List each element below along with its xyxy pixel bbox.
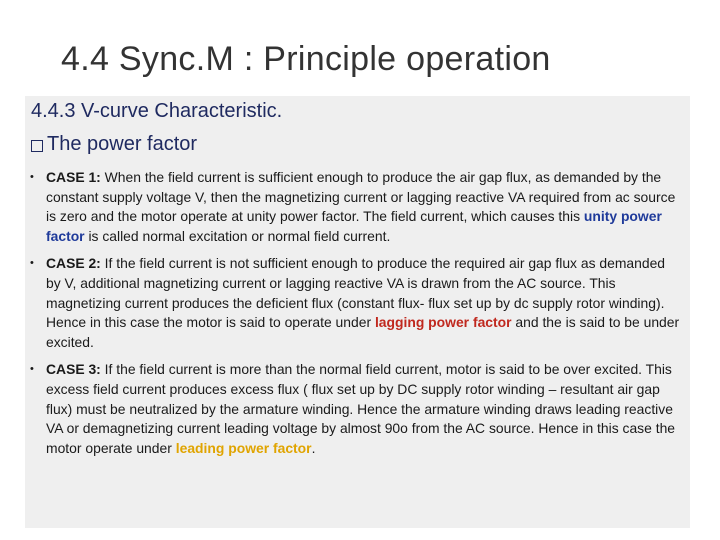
bullet-icon: • bbox=[30, 257, 34, 270]
case-text-after: . bbox=[311, 439, 316, 456]
case-text-before: If the field current is not sufficient enough to produce the required air gap flux as demanded by V, additional magnetizing current or lagging reactive VA is drawn from the AC source. This magnetizing current produces the deficient flux (constant flux- flux set up by dc supply rotor winding). Hence in this case the motor is said to operate under bbox=[46, 255, 666, 331]
case-text-before: When the field current is sufficient enough to produce the air gap flux, as demanded by the constant supply voltage V, then the magnetizing current or lagging reactive VA required from ac source is zero and the motor operate at unity power factor. The field current, which causes this bbox=[46, 169, 676, 225]
bullet-icon: • bbox=[30, 363, 34, 376]
leading-power-factor-highlight: leading power factor bbox=[175, 439, 312, 456]
unity-power-factor-highlight: unity power factor bbox=[46, 208, 662, 244]
case-item-2 bbox=[29, 254, 682, 352]
content-box bbox=[25, 96, 690, 528]
case-label: CASE 1: bbox=[46, 169, 101, 185]
subheading-row bbox=[31, 133, 197, 156]
checkbox-icon bbox=[31, 140, 43, 152]
slide-title: 4.4 Sync.M : Principle operation bbox=[61, 40, 551, 78]
section-heading: 4.4.3 V-curve Characteristic. bbox=[31, 100, 283, 122]
case-item-3 bbox=[29, 360, 682, 458]
bullet-icon: • bbox=[30, 171, 34, 183]
case-text-before: If the field current is more than the normal field current, motor is said to be over excited. This excess field current produces excess flux ( flux set up by DC supply rotor winding – resultant air gap flux) must be neutralized by the armature winding. Hence the armature winding draws leading reactive VA or demagnetizing current leading voltage by almost 90o from the AC source. Hence in this case the motor operate under bbox=[46, 361, 676, 456]
case-item-1 bbox=[29, 168, 682, 246]
case-text-after: and the is said to be under excited. bbox=[46, 314, 680, 350]
case-label: CASE 2: bbox=[46, 255, 101, 272]
case-text-after: is called normal excitation or normal field current. bbox=[84, 227, 391, 244]
lagging-power-factor-highlight: lagging power factor bbox=[374, 314, 512, 331]
subheading-text: The power factor bbox=[47, 133, 198, 155]
case-list bbox=[29, 168, 682, 466]
case-label: CASE 3: bbox=[46, 361, 101, 378]
